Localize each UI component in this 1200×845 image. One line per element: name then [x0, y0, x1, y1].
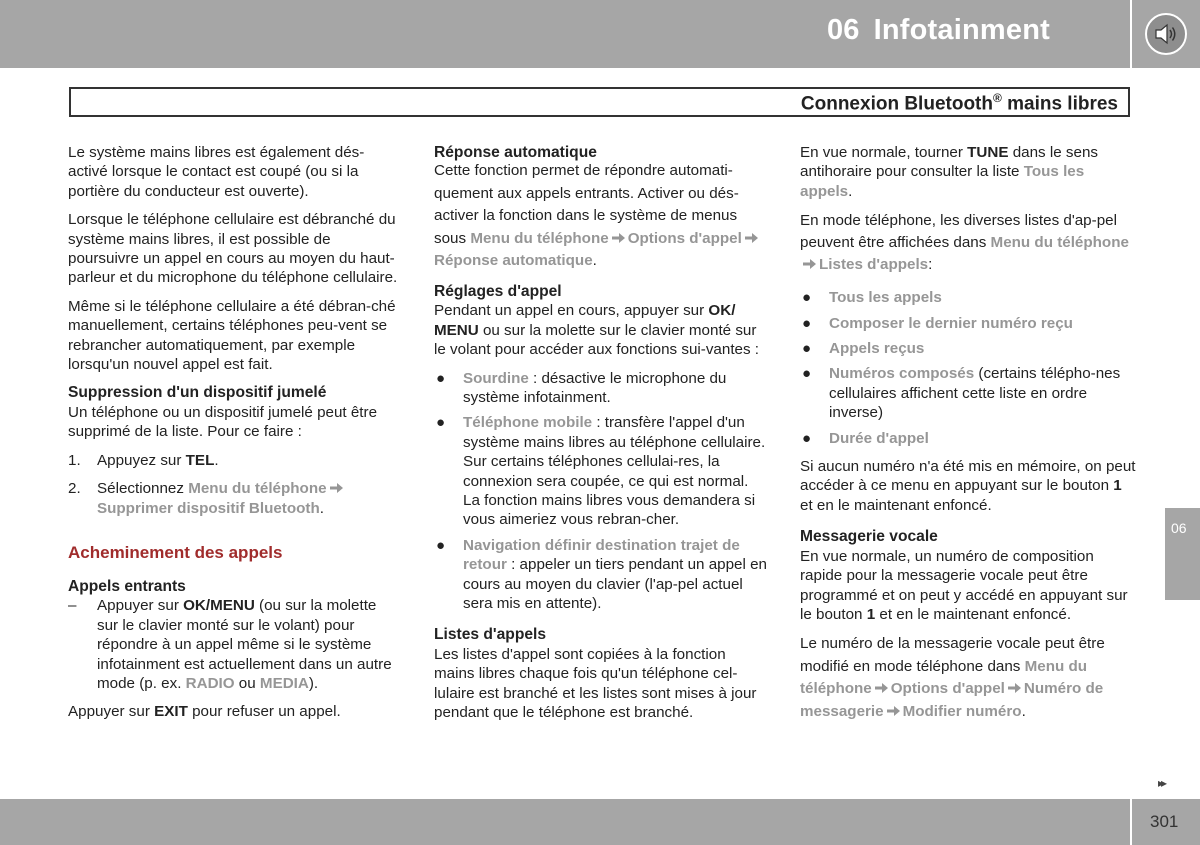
- steps-list: [68, 451, 400, 518]
- paragraph: Même si le téléphone cellulaire a été débran-ché manuellement, certains téléphones peu-vent se rebrancher automatiquement, par exemple lorsqu'un nouvel appel est fait.: [68, 297, 396, 374]
- footer-band: [0, 799, 1130, 845]
- heading-messagerie: Messagerie vocale: [800, 528, 938, 546]
- heading-reglages: Réglages d'appel: [434, 282, 562, 300]
- chapter-side-tab: 06: [1165, 508, 1200, 600]
- section-title-box: [69, 87, 1130, 117]
- page-number-box: [1132, 799, 1200, 845]
- column-1: [68, 143, 400, 731]
- column-3: [800, 143, 1138, 732]
- list-item: 1. Appuyez sur TEL.: [68, 451, 219, 469]
- chapter-title: [827, 14, 1050, 47]
- list-item: ● Téléphone mobile : transfère l'appel d'un système mains libres au téléphone cellulaire. Sur certains téléphones cellulai-res, la connexion sera coupée, ce qui est normal. La fonction mains libres vous demandera si vous aimeriez vous rebran-cher.: [436, 414, 766, 529]
- arrow-icon: [611, 232, 626, 244]
- chapter-name: Infotainment: [873, 14, 1050, 46]
- chapter-icon-box: [1132, 0, 1200, 68]
- paragraph: En vue normale, tourner TUNE dans le sens antihoraire pour consulter la liste Tous les appels.: [800, 144, 1098, 200]
- paragraph: Appuyer sur EXIT pour refuser un appel.: [68, 703, 341, 721]
- bullet-list: [800, 288, 1138, 448]
- paragraph: Si aucun numéro n'a été mis en mémoire, on peut accéder à ce menu en appuyant sur le bouton 1 et en le maintenant enfoncé.: [800, 458, 1136, 514]
- list-item: ● Composer le dernier numéro reçu: [802, 314, 1073, 332]
- paragraph: Lorsque le téléphone cellulaire est débranché du système mains libres, il est possible de poursuivre un appel en cours au moyen du haut-parleur et du microphone du téléphone cellulaire.: [68, 211, 398, 287]
- paragraph: En mode téléphone, les diverses listes d'ap-pel peuvent être affichées dans Menu du téléphoneListes d'appels:: [800, 212, 1129, 274]
- arrow-icon: [874, 682, 889, 694]
- list-item: ● Numéros composés (certains télépho-nes cellulaires affichent cette liste en ordre inverse): [802, 365, 1121, 422]
- list-item: ● Durée d'appel: [802, 429, 929, 447]
- arrow-icon: [329, 482, 344, 494]
- page-number: 301: [1150, 812, 1179, 831]
- heading-reponse: Réponse automatique: [434, 144, 597, 161]
- arrow-icon: [802, 258, 817, 270]
- paragraph: Un téléphone ou un dispositif jumelé peut être supprimé de la liste. Pour ce faire :: [68, 403, 378, 441]
- paragraph: Cette fonction permet de répondre automati-quement aux appels entrants. Activer ou dés-activer la fonction dans le système de menus sous Menu du téléphone Options d'appelRéponse automatique.: [434, 160, 768, 273]
- section-title: Connexion Bluetooth® mains libres: [800, 91, 1118, 115]
- header-band: [0, 0, 1130, 68]
- heading-suppression: Suppression d'un dispositif jumelé: [68, 384, 327, 402]
- speaker-icon: [1145, 13, 1187, 55]
- heading-appels-entrants: Appels entrants: [68, 577, 186, 595]
- column-2: [434, 143, 768, 731]
- paragraph: Pendant un appel en cours, appuyer sur OK/ MENU ou sur la molette sur le clavier monté sur le volant pour accéder aux fonctions sui-vantes :: [434, 302, 760, 359]
- arrow-icon: [1007, 682, 1022, 694]
- list-item: 2. Sélectionnez Menu du téléphone Supprimer dispositif Bluetooth.: [68, 479, 400, 518]
- list-item: – Appuyer sur OK/MENU (ou sur la molette sur le clavier monté sur le volant) pour répondre à un appel même si le système infotainment est actuellement dans un autre mode (p. ex. RADIO ou MEDIA).: [68, 597, 392, 692]
- arrow-icon: [886, 705, 901, 717]
- paragraph: En vue normale, un numéro de composition rapide pour la messagerie vocale peut être programmé et on peut y accédé en appuyant sur le bouton 1 et en le maintenant enfoncé.: [800, 547, 1128, 623]
- dash-list: [68, 596, 400, 693]
- heading-listes: Listes d'appels: [434, 626, 547, 644]
- arrow-icon: [744, 232, 759, 244]
- paragraph: Le numéro de la messagerie vocale peut être modifié en mode téléphone dans Menu du téléphone Options d'appel Numéro de messagerie Modifier numéro.: [800, 635, 1105, 720]
- list-item: ● Sourdine : désactive le microphone du système infotainment.: [436, 369, 727, 406]
- continue-arrows-icon: ▸▸: [1158, 776, 1165, 790]
- list-item: ● Appels reçus: [802, 340, 925, 358]
- heading-acheminement: Acheminement des appels: [68, 542, 283, 562]
- list-item: ● Navigation définir destination trajet de retour : appeler un tiers pendant un appel en cours au moyen du clavier (l'ap-pel actuel sera mis en attente).: [436, 536, 767, 612]
- list-item: ● Tous les appels: [802, 289, 942, 307]
- bullet-list: [434, 369, 768, 614]
- chapter-number: 06: [826, 14, 860, 46]
- paragraph: Le système mains libres est également dés-activé lorsque le contact est coupé (ou si la portière du conducteur est ouverte).: [68, 144, 365, 200]
- paragraph: Les listes d'appel sont copiées à la fonction mains libres chaque fois qu'un téléphone cel-lulaire est branché et les listes sont mises à jour pendant que le téléphone est branché.: [434, 645, 757, 722]
